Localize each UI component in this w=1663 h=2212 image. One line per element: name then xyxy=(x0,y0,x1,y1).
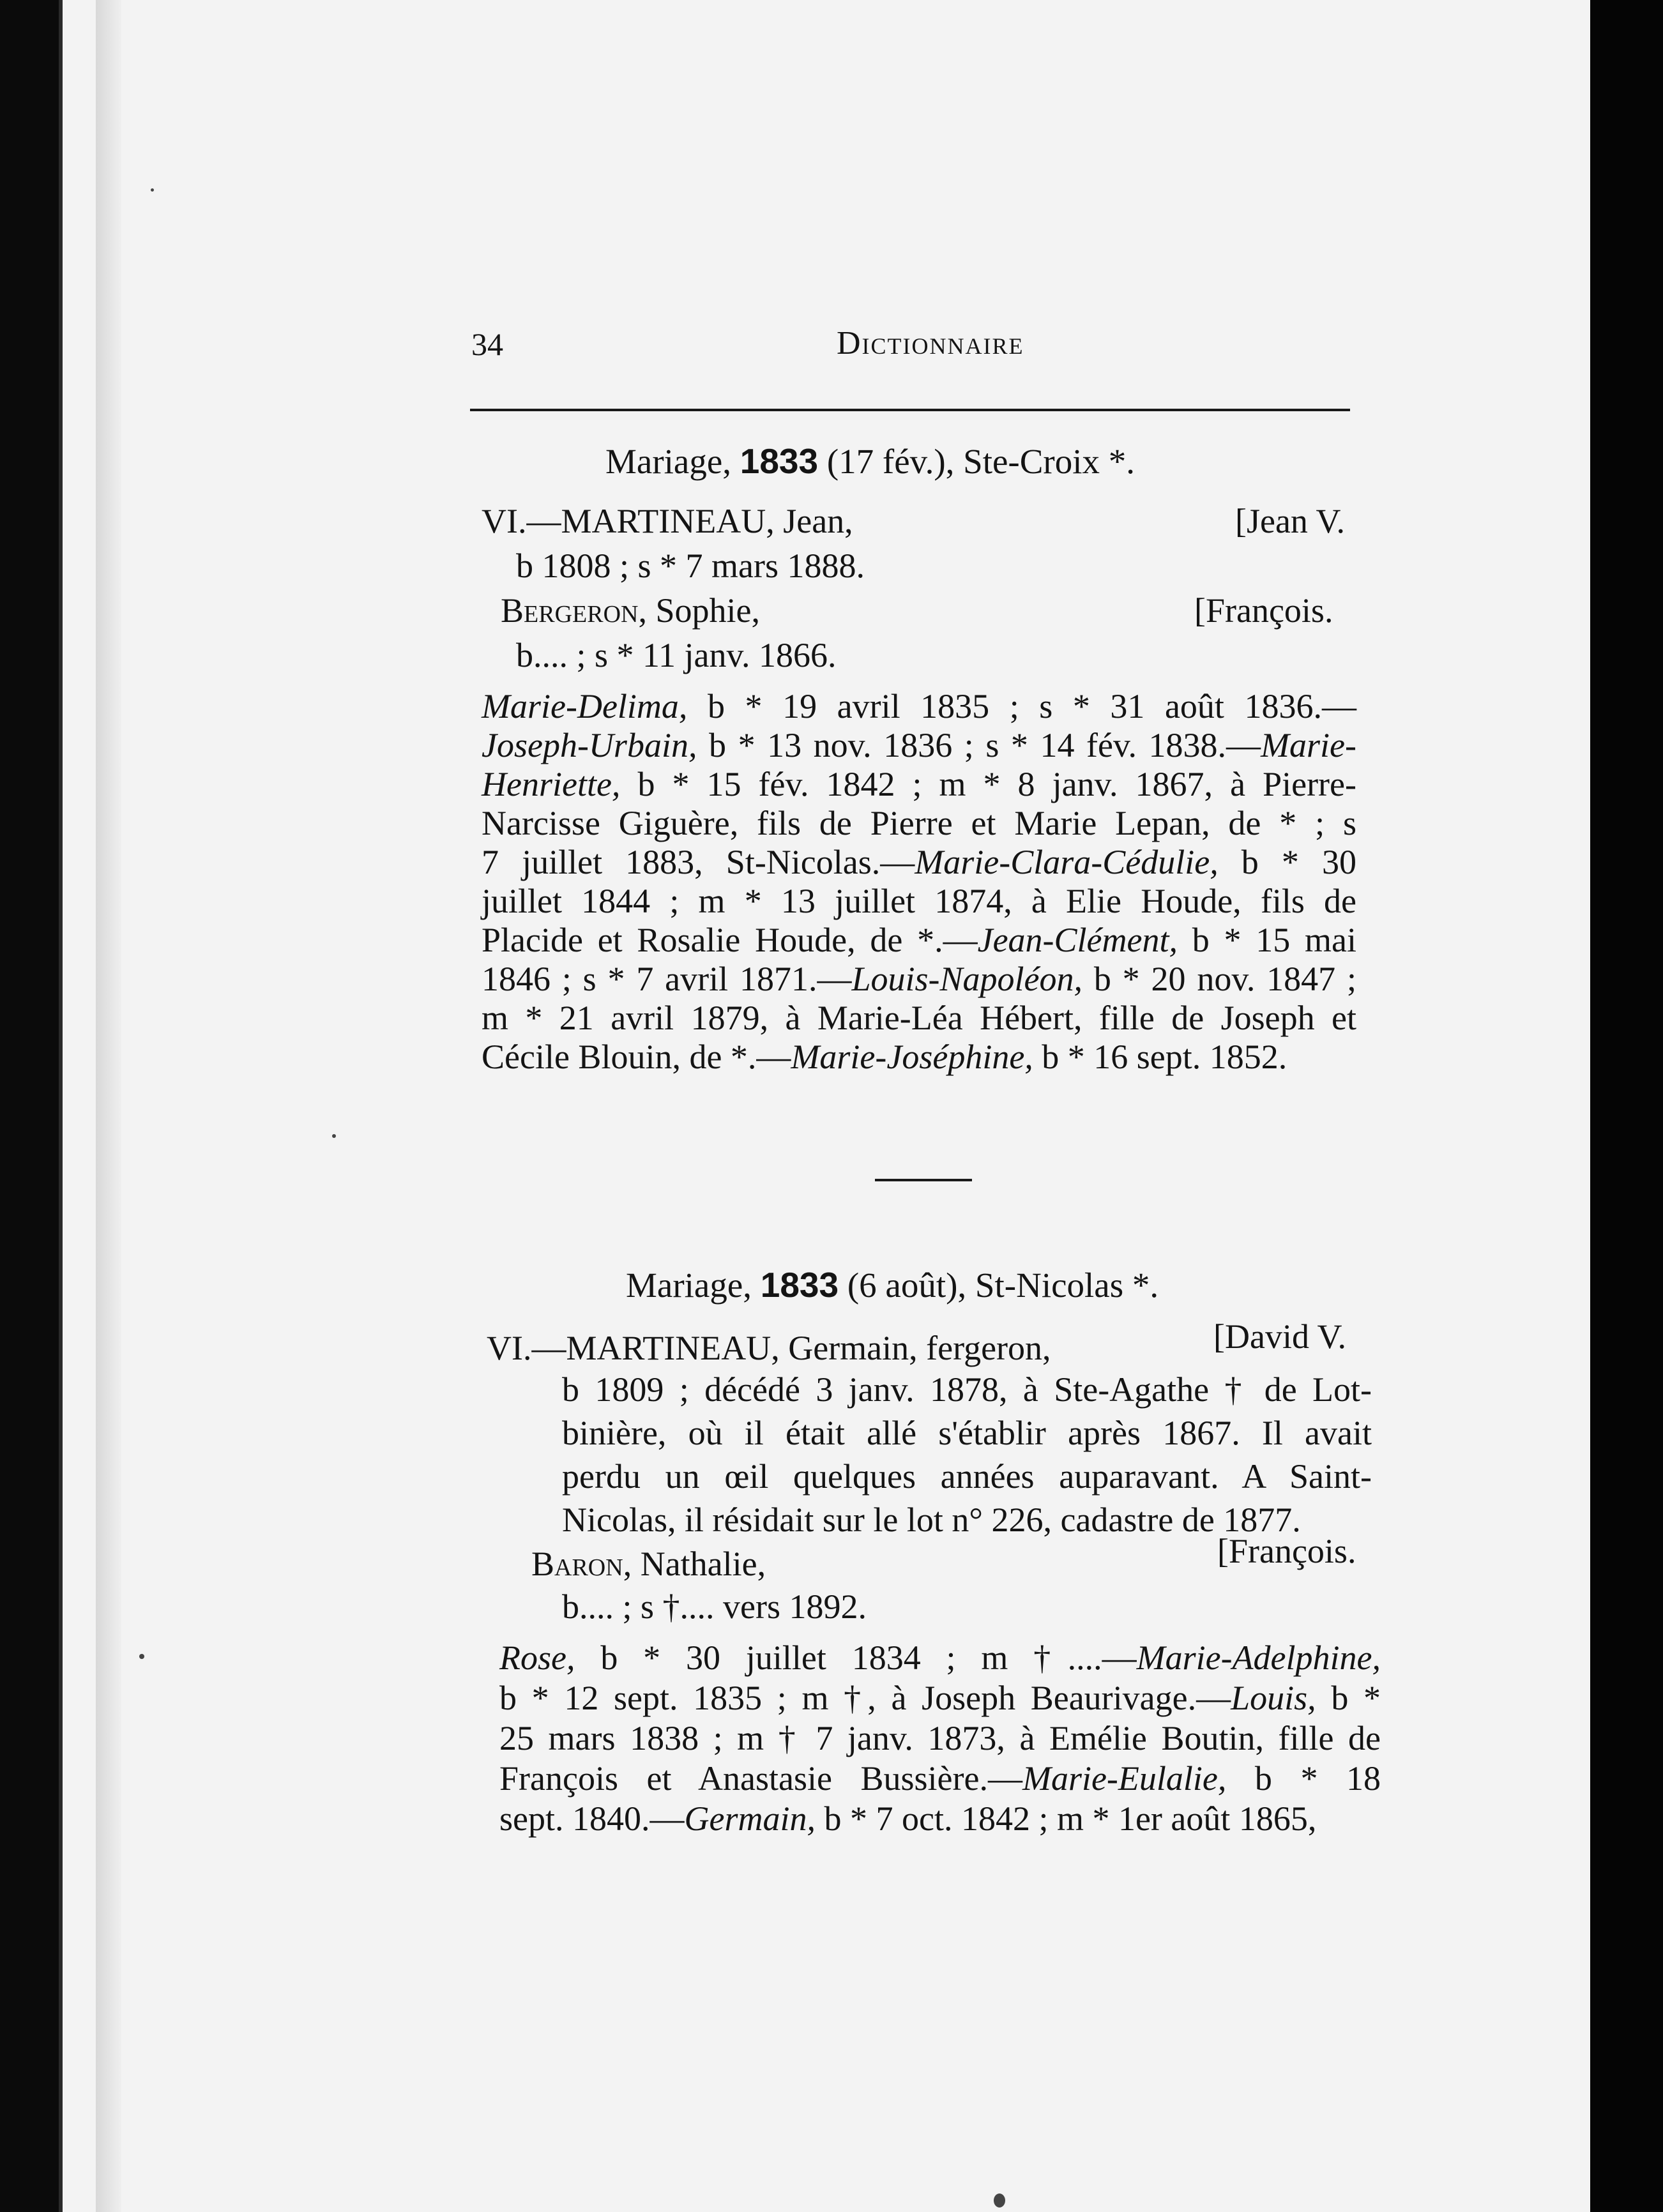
child-name: Joseph-Urbain, xyxy=(482,726,697,764)
paragraph-line xyxy=(562,1413,1372,1453)
line-text: binière, où il était allé s'établir après 1867. Il avait xyxy=(562,1414,1372,1452)
heading-suffix: (6 août), St-Nicolas *. xyxy=(847,1266,1159,1305)
line-text: Narcisse Giguère, fils de Pierre et Marie Lepan, de * ; s xyxy=(482,804,1356,842)
wife-father: [François. xyxy=(1194,591,1333,630)
line-text: b * 15 mai xyxy=(1177,921,1356,959)
line-text: b * 30 juillet 1834 ; m †....— xyxy=(575,1639,1137,1677)
wife-given: , Sophie, xyxy=(638,591,760,630)
paragraph-line xyxy=(482,686,1356,726)
marriage-heading xyxy=(605,441,1135,481)
child-name: Marie-Clara-Cédulie, xyxy=(915,843,1219,881)
page-number: 34 xyxy=(471,326,503,362)
line-text: b * 30 xyxy=(1218,843,1357,881)
husband-father: [Jean V. xyxy=(1235,502,1345,540)
child-name: Marie- xyxy=(1261,726,1356,764)
child-name: Marie-Eulalie, xyxy=(1022,1759,1227,1798)
husband-name: VI.—MARTINEAU, Jean, xyxy=(482,502,853,540)
scan-speck xyxy=(994,2193,1005,2208)
line-text: b 1809 ; décédé 3 janv. 1878, à Ste-Agathe † de Lot- xyxy=(562,1370,1372,1409)
line-text: b * 7 oct. 1842 ; m * 1er août 1865, xyxy=(815,1799,1317,1838)
heading-year: 1833 xyxy=(740,441,819,481)
husband-name: VI.—MARTINEAU, Germain, fergeron, xyxy=(487,1329,1051,1367)
line-text: 25 mars 1838 ; m † 7 janv. 1873, à Emélie Boutin, fille de xyxy=(499,1719,1381,1757)
line-text: Nicolas, il résidait sur le lot n° 226, cadastre de 1877. xyxy=(562,1501,1301,1539)
line-text: b * xyxy=(1316,1679,1381,1717)
heading-prefix: Mariage, xyxy=(626,1266,752,1305)
wife-name xyxy=(531,1544,766,1584)
paragraph-line xyxy=(499,1638,1381,1678)
paragraph-line xyxy=(482,959,1356,999)
line-text: 1846 ; s * 7 avril 1871.— xyxy=(482,960,852,998)
paragraph-line xyxy=(482,725,1356,765)
husband-father: [David V. xyxy=(1213,1317,1347,1356)
line-text: 7 juillet 1883, St-Nicolas.— xyxy=(482,843,915,881)
section-separator xyxy=(875,1179,972,1181)
wife-father: [François. xyxy=(1217,1532,1356,1570)
heading-year: 1833 xyxy=(760,1265,839,1305)
paragraph-line xyxy=(482,998,1356,1038)
wife-dates: b.... ; s †.... vers 1892. xyxy=(562,1587,867,1626)
header-rule xyxy=(470,409,1350,411)
paragraph-line xyxy=(562,1370,1372,1409)
line-text: b * 15 fév. 1842 ; m * 8 janv. 1867, à Pierre- xyxy=(620,765,1356,803)
line-text: b * 20 nov. 1847 ; xyxy=(1082,960,1356,998)
wife-surname: Baron xyxy=(531,1545,623,1583)
line-text: juillet 1844 ; m * 13 juillet 1874, à Elie Houde, fils de xyxy=(482,882,1356,920)
child-name: Louis, xyxy=(1231,1679,1316,1717)
scan-border-right xyxy=(1586,0,1663,2212)
husband-dates: b 1808 ; s * 7 mars 1888. xyxy=(516,547,865,585)
child-name: Henriette, xyxy=(482,765,621,803)
wife-given: , Nathalie, xyxy=(623,1545,766,1583)
paragraph-line xyxy=(482,842,1356,882)
paragraph-line xyxy=(562,1457,1372,1496)
line-text: Placide et Rosalie Houde, de *.— xyxy=(482,921,978,959)
running-head: Dictionnaire xyxy=(837,325,1024,361)
line-text: sept. 1840.— xyxy=(499,1799,685,1838)
line-text: m * 21 avril 1879, à Marie-Léa Hébert, fille de Joseph et xyxy=(482,999,1356,1037)
paragraph-line xyxy=(482,803,1356,843)
line-text: b * 18 xyxy=(1226,1759,1381,1798)
paragraph-line xyxy=(482,920,1356,960)
wife-name xyxy=(501,591,760,630)
paragraph-line xyxy=(499,1759,1381,1798)
heading-suffix: (17 fév.), Ste-Croix *. xyxy=(826,442,1135,481)
book-page xyxy=(59,0,1590,2212)
scan-speck xyxy=(151,188,154,192)
line-text: François et Anastasie Bussière.— xyxy=(499,1759,1022,1798)
child-name: Rose, xyxy=(499,1639,575,1677)
marriage-heading xyxy=(626,1264,1158,1305)
child-name: Marie-Joséphine, xyxy=(791,1038,1033,1076)
child-name: Jean-Clément, xyxy=(977,921,1178,959)
scan-speck xyxy=(332,1134,336,1138)
paragraph-line xyxy=(482,1037,1356,1077)
scan-speck xyxy=(139,1654,144,1659)
wife-dates: b.... ; s * 11 janv. 1866. xyxy=(516,636,837,674)
paragraph-line xyxy=(482,881,1356,921)
child-name: Germain, xyxy=(684,1799,816,1838)
paragraph-line xyxy=(499,1799,1381,1838)
heading-prefix: Mariage, xyxy=(605,442,731,481)
wife-surname: Bergeron xyxy=(501,591,639,630)
child-name: Marie-Adelphine, xyxy=(1136,1639,1381,1677)
paragraph-line xyxy=(482,764,1356,804)
line-text: perdu un œil quelques années auparavant. A Saint- xyxy=(562,1457,1372,1496)
child-name: Marie-Delima, xyxy=(482,687,688,725)
line-text: Cécile Blouin, de *.— xyxy=(482,1038,791,1076)
line-text: b * 19 avril 1835 ; s * 31 août 1836.— xyxy=(687,687,1356,725)
line-text: b * 16 sept. 1852. xyxy=(1033,1038,1287,1076)
page-gutter-shadow xyxy=(96,0,121,2212)
paragraph-line xyxy=(499,1678,1381,1718)
line-text: b * 13 nov. 1836 ; s * 14 fév. 1838.— xyxy=(697,726,1261,764)
paragraph-line xyxy=(499,1718,1381,1758)
line-text: b * 12 sept. 1835 ; m †, à Joseph Beaurivage.— xyxy=(499,1679,1231,1717)
child-name: Louis-Napoléon, xyxy=(851,960,1082,998)
